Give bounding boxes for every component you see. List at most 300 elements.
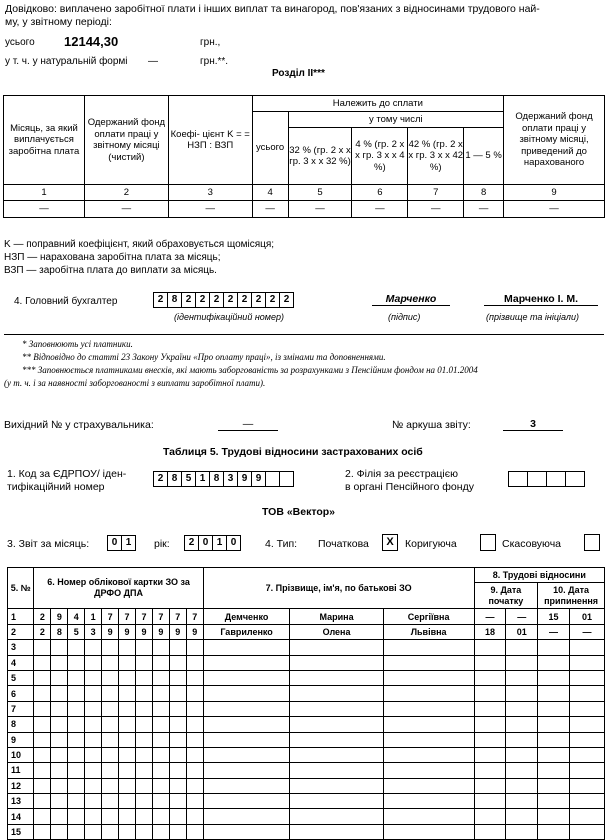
card-digit-cell: [51, 747, 68, 762]
card-digit-cell: [152, 717, 169, 732]
digit-cell: [565, 471, 585, 487]
code-label-line2: тифікаційний номер: [7, 481, 105, 493]
row-number: 9: [8, 732, 34, 747]
card-digit-cell: [135, 686, 152, 701]
card-digit-cell: [152, 794, 169, 809]
card-digit-cell: [186, 747, 203, 762]
footnote-2: ** Відповідно до статті 23 Закону України «Про оплату праці», із змінами та доповненнями.: [22, 352, 386, 362]
card-digit-cell: [119, 686, 136, 701]
table-row: [8, 655, 605, 670]
start-day-cell: [474, 670, 506, 685]
card-digit-cell: [152, 747, 169, 762]
start-day-cell: [474, 701, 506, 716]
card-digit-cell: 7: [135, 609, 152, 624]
legend-vzp: ВЗП — заробітна плата до виплати за місяць.: [4, 265, 217, 276]
surname-cell: [203, 640, 290, 655]
card-digit-cell: 4: [68, 609, 85, 624]
start-day-cell: [474, 655, 506, 670]
card-digit-cell: [102, 763, 119, 778]
digit-cell: 2: [153, 292, 168, 308]
surname-cell: Демченко: [203, 609, 290, 624]
surname-cell: Гавриленко: [203, 624, 290, 639]
surname-cell: [203, 747, 290, 762]
card-digit-cell: [135, 824, 152, 839]
row-number: 15: [8, 824, 34, 839]
card-digit-cell: [169, 778, 186, 793]
digit-cell: 2: [209, 292, 224, 308]
card-digit-cell: [169, 640, 186, 655]
card-digit-cell: [135, 701, 152, 716]
card-digit-cell: [51, 732, 68, 747]
card-digit-cell: 7: [152, 609, 169, 624]
header-total: усього: [252, 112, 288, 185]
digit-cell: 2: [184, 535, 199, 551]
col-number: 5: [288, 185, 352, 201]
natural-label: у т. ч. у натуральній формі: [5, 56, 128, 67]
card-digit-cell: [169, 763, 186, 778]
start-day-cell: [474, 763, 506, 778]
name-caption: (прізвище та ініціали): [486, 312, 579, 322]
table-row: [8, 824, 605, 839]
card-digit-cell: [85, 778, 102, 793]
row-number: 6: [8, 686, 34, 701]
card-digit-cell: [169, 732, 186, 747]
card-digit-cell: [152, 778, 169, 793]
type-label: 4. Тип:: [265, 538, 298, 550]
digit-cell: 2: [181, 292, 196, 308]
start-month-cell: [506, 794, 538, 809]
start-month-cell: [506, 732, 538, 747]
card-digit-cell: [186, 655, 203, 670]
col-number: 6: [352, 185, 408, 201]
card-digit-cell: [135, 655, 152, 670]
card-digit-cell: [186, 717, 203, 732]
first-name-cell: [290, 794, 383, 809]
total-label: усього: [5, 37, 35, 48]
row-number: 2: [8, 624, 34, 639]
card-digit-cell: [85, 686, 102, 701]
table-row: [8, 794, 605, 809]
card-digit-cell: [135, 717, 152, 732]
card-digit-cell: [51, 778, 68, 793]
legend: [4, 238, 274, 277]
row-number: 12: [8, 778, 34, 793]
card-digit-cell: [34, 686, 51, 701]
card-digit-cell: [102, 640, 119, 655]
digit-cell: 8: [167, 292, 182, 308]
card-digit-cell: [85, 747, 102, 762]
first-name-cell: [290, 778, 383, 793]
card-digit-cell: [135, 763, 152, 778]
card-digit-cell: [186, 701, 203, 716]
card-digit-cell: [169, 809, 186, 824]
card-digit-cell: [85, 809, 102, 824]
card-digit-cell: [68, 655, 85, 670]
data-cell: —: [288, 201, 352, 218]
header-4: 4 % (гр. 2 х х гр. 3 х х 4 %): [352, 128, 408, 185]
card-digit-cell: [34, 717, 51, 732]
data-cell: —: [464, 201, 504, 218]
digit-cell: 2: [195, 292, 210, 308]
table-row: [8, 624, 605, 639]
card-digit-cell: [169, 655, 186, 670]
start-month-cell: —: [506, 609, 538, 624]
card-digit-cell: [102, 670, 119, 685]
header-coef: Коефі- цієнт K = = НЗП : ВЗП: [168, 96, 252, 185]
table-row: [8, 763, 605, 778]
first-name-cell: [290, 732, 383, 747]
card-digit-cell: [186, 670, 203, 685]
card-digit-cell: [119, 763, 136, 778]
currency-label-2: грн.**.: [200, 56, 229, 67]
card-digit-cell: [119, 701, 136, 716]
card-digit-cell: [68, 640, 85, 655]
first-name-cell: [290, 763, 383, 778]
row-number: 5: [8, 670, 34, 685]
sign-caption: (підпис): [388, 312, 421, 322]
digit-cell: 0: [198, 535, 213, 551]
card-digit-cell: [51, 824, 68, 839]
start-day-cell: —: [474, 609, 506, 624]
digit-cell: [508, 471, 528, 487]
card-digit-cell: [119, 732, 136, 747]
first-name-cell: [290, 809, 383, 824]
patronymic-cell: [383, 670, 474, 685]
end-day-cell: [538, 717, 570, 732]
patronymic-cell: [383, 794, 474, 809]
card-digit-cell: [169, 794, 186, 809]
footnote-3: *** Заповнюється платниками внесків, які мають заборгованість за розрахунками з Пенсійним фондом на 01.01.2004: [22, 365, 478, 375]
start-day-cell: [474, 809, 506, 824]
header-incl: у тому числі: [288, 112, 503, 128]
card-digit-cell: [169, 670, 186, 685]
col-number: 7: [408, 185, 464, 201]
card-digit-cell: 9: [186, 624, 203, 639]
end-month-cell: [569, 686, 604, 701]
start-month-cell: [506, 640, 538, 655]
end-month-cell: [569, 778, 604, 793]
end-day-cell: [538, 778, 570, 793]
card-digit-cell: 9: [102, 624, 119, 639]
card-digit-cell: [102, 686, 119, 701]
start-day-cell: [474, 824, 506, 839]
patronymic-cell: [383, 763, 474, 778]
card-digit-cell: [51, 763, 68, 778]
end-month-cell: [569, 701, 604, 716]
end-month-cell: [569, 670, 604, 685]
card-digit-cell: [102, 701, 119, 716]
table-row: [8, 609, 605, 624]
branch-code: [508, 471, 585, 487]
card-digit-cell: [135, 640, 152, 655]
table5-title: Таблиця 5. Трудові відносини застрахованих осіб: [163, 446, 423, 458]
card-digit-cell: [152, 701, 169, 716]
header-card: 6. Номер облікової картки ЗО за ДРФО ДПА: [34, 568, 203, 609]
start-month-cell: [506, 670, 538, 685]
start-month-cell: [506, 701, 538, 716]
data-cell: —: [168, 201, 252, 218]
patronymic-cell: Львівна: [383, 624, 474, 639]
card-digit-cell: [51, 670, 68, 685]
card-digit-cell: [68, 686, 85, 701]
digit-cell: 2: [251, 292, 266, 308]
digit-cell: [527, 471, 547, 487]
card-digit-cell: [186, 686, 203, 701]
row-number: 13: [8, 794, 34, 809]
patronymic-cell: [383, 640, 474, 655]
card-digit-cell: [135, 670, 152, 685]
first-name-cell: [290, 655, 383, 670]
card-digit-cell: [135, 778, 152, 793]
header-due: Належить до сплати: [252, 96, 503, 112]
code-label: [7, 468, 126, 494]
type-cancel-checkbox[interactable]: [584, 534, 600, 551]
card-digit-cell: [169, 701, 186, 716]
card-digit-cell: [51, 655, 68, 670]
patronymic-cell: [383, 747, 474, 762]
header-month: Місяць, за який виплачується заробітна плата: [4, 96, 85, 185]
card-digit-cell: [186, 640, 203, 655]
card-digit-cell: [186, 778, 203, 793]
card-digit-cell: 2: [34, 609, 51, 624]
card-digit-cell: [34, 809, 51, 824]
end-month-cell: [569, 640, 604, 655]
card-digit-cell: [85, 824, 102, 839]
card-digit-cell: [152, 686, 169, 701]
table-row: [8, 747, 605, 762]
card-digit-cell: [68, 747, 85, 762]
header-1-5: 1 — 5 %: [464, 128, 504, 185]
card-digit-cell: [34, 670, 51, 685]
type-corrective-checkbox[interactable]: [480, 534, 496, 551]
outgoing-label: Вихідний № у страхувальника:: [4, 419, 154, 431]
digit-cell: 1: [195, 471, 210, 487]
card-digit-cell: 9: [119, 624, 136, 639]
card-digit-cell: [68, 778, 85, 793]
card-digit-cell: [135, 747, 152, 762]
row-number: 3: [8, 640, 34, 655]
card-digit-cell: [34, 763, 51, 778]
start-month-cell: [506, 809, 538, 824]
end-month-cell: —: [569, 624, 604, 639]
data-cell: —: [84, 201, 168, 218]
row-number: 11: [8, 763, 34, 778]
card-digit-cell: 7: [186, 609, 203, 624]
start-month-cell: [506, 655, 538, 670]
surname-cell: [203, 655, 290, 670]
card-digit-cell: [34, 794, 51, 809]
natural-value: —: [148, 56, 158, 67]
start-day-cell: [474, 717, 506, 732]
card-digit-cell: [85, 655, 102, 670]
table-row: [8, 640, 605, 655]
report-month-label: 3. Звіт за місяць:: [7, 538, 90, 550]
id-caption: (ідентифікаційний номер): [174, 312, 284, 322]
card-digit-cell: [135, 794, 152, 809]
card-digit-cell: [51, 717, 68, 732]
card-digit-cell: [186, 824, 203, 839]
card-digit-cell: [85, 670, 102, 685]
card-digit-cell: [34, 640, 51, 655]
card-digit-cell: [68, 732, 85, 747]
header-fund: Одержаний фонд оплати праці у звітному місяці (чистий): [84, 96, 168, 185]
end-day-cell: [538, 655, 570, 670]
card-digit-cell: [51, 640, 68, 655]
card-digit-cell: [51, 686, 68, 701]
end-month-cell: [569, 717, 604, 732]
card-digit-cell: [169, 824, 186, 839]
card-digit-cell: [119, 824, 136, 839]
end-day-cell: [538, 794, 570, 809]
signature: Марченко: [372, 293, 450, 306]
card-digit-cell: [102, 717, 119, 732]
card-digit-cell: 2: [34, 624, 51, 639]
surname-cell: [203, 809, 290, 824]
patronymic-cell: Сергіївна: [383, 609, 474, 624]
header-labor: 8. Трудові відносини: [474, 568, 604, 583]
card-digit-cell: [34, 701, 51, 716]
start-month-cell: [506, 763, 538, 778]
card-digit-cell: [102, 824, 119, 839]
card-digit-cell: [119, 670, 136, 685]
start-month-cell: [506, 686, 538, 701]
paid-note: [5, 3, 540, 29]
end-month-cell: [569, 655, 604, 670]
digit-cell: 2: [237, 292, 252, 308]
card-digit-cell: [102, 732, 119, 747]
header-end: 10. Дата припинення: [538, 583, 605, 609]
card-digit-cell: [102, 655, 119, 670]
card-digit-cell: [85, 794, 102, 809]
card-digit-cell: [68, 809, 85, 824]
col-number: 2: [84, 185, 168, 201]
table-row: [8, 809, 605, 824]
card-digit-cell: [186, 732, 203, 747]
patronymic-cell: [383, 701, 474, 716]
card-digit-cell: [135, 809, 152, 824]
card-digit-cell: 9: [169, 624, 186, 639]
card-digit-cell: [152, 655, 169, 670]
edrpou-code: [153, 471, 294, 487]
digit-cell: 9: [251, 471, 266, 487]
digit-cell: [265, 471, 280, 487]
card-digit-cell: [85, 640, 102, 655]
row-number: 14: [8, 809, 34, 824]
card-digit-cell: [85, 717, 102, 732]
card-digit-cell: [34, 824, 51, 839]
digit-cell: 8: [209, 471, 224, 487]
start-day-cell: [474, 794, 506, 809]
footnotes: [4, 334, 604, 394]
end-month-cell: 01: [569, 609, 604, 624]
end-month-cell: [569, 732, 604, 747]
type-initial-checkbox[interactable]: X: [382, 534, 398, 551]
report-year: [184, 535, 241, 551]
col-number: 8: [464, 185, 504, 201]
branch-label: [345, 468, 474, 494]
digit-cell: 3: [223, 471, 238, 487]
card-digit-cell: [85, 732, 102, 747]
end-day-cell: [538, 732, 570, 747]
first-name-cell: [290, 670, 383, 685]
card-digit-cell: [68, 717, 85, 732]
card-digit-cell: 1: [85, 609, 102, 624]
footnote-4: (у т. ч. і за наявності заборгованості з виплати заробітної плати).: [4, 378, 266, 388]
type-initial-label: Початкова: [318, 538, 369, 550]
currency-label: грн.,: [200, 37, 221, 48]
card-digit-cell: [152, 763, 169, 778]
code-label-line1: 1. Код за ЄДРПОУ/ іден-: [7, 468, 127, 480]
end-month-cell: [569, 763, 604, 778]
end-month-cell: [569, 794, 604, 809]
digit-cell: 1: [121, 535, 136, 551]
end-day-cell: [538, 747, 570, 762]
patronymic-cell: [383, 824, 474, 839]
start-day-cell: [474, 640, 506, 655]
end-day-cell: [538, 686, 570, 701]
surname-cell: [203, 732, 290, 747]
row-number: 7: [8, 701, 34, 716]
surname-cell: [203, 670, 290, 685]
card-digit-cell: 5: [68, 624, 85, 639]
card-digit-cell: [102, 794, 119, 809]
first-name-cell: [290, 640, 383, 655]
start-month-cell: [506, 747, 538, 762]
digit-cell: 0: [226, 535, 241, 551]
company-name: ТОВ «Вектор»: [262, 506, 336, 518]
paid-note-line1: Довідково: виплачено заробітної плати і інших виплат та винагород, пов'язаних з відносинами трудового най-: [5, 3, 540, 15]
start-day-cell: [474, 778, 506, 793]
row-number: 4: [8, 655, 34, 670]
section-table: [3, 95, 605, 218]
digit-cell: 9: [237, 471, 252, 487]
data-cell: —: [504, 201, 605, 218]
first-name-cell: [290, 717, 383, 732]
accountant-label: 4. Головний бухгалтер: [14, 296, 118, 307]
card-digit-cell: [186, 763, 203, 778]
card-digit-cell: [152, 732, 169, 747]
patronymic-cell: [383, 717, 474, 732]
card-digit-cell: [135, 732, 152, 747]
first-name-cell: [290, 747, 383, 762]
card-digit-cell: [152, 670, 169, 685]
surname-cell: [203, 763, 290, 778]
labor-relations-table: [7, 567, 605, 840]
col-number: 1: [4, 185, 85, 201]
type-corrective-label: Коригуюча: [405, 538, 457, 550]
row-number: 8: [8, 717, 34, 732]
first-name-cell: Олена: [290, 624, 383, 639]
outgoing-value: —: [218, 418, 278, 431]
digit-cell: 2: [153, 471, 168, 487]
end-day-cell: [538, 640, 570, 655]
start-month-cell: [506, 717, 538, 732]
card-digit-cell: [169, 686, 186, 701]
card-digit-cell: 9: [135, 624, 152, 639]
card-digit-cell: [152, 824, 169, 839]
section-title: Розділ II***: [272, 68, 325, 79]
table-row: [8, 717, 605, 732]
card-digit-cell: 7: [119, 609, 136, 624]
report-month: [107, 535, 136, 551]
surname-cell: [203, 686, 290, 701]
digit-cell: [546, 471, 566, 487]
card-digit-cell: [102, 809, 119, 824]
card-digit-cell: [85, 763, 102, 778]
digit-cell: 1: [212, 535, 227, 551]
patronymic-cell: [383, 778, 474, 793]
card-digit-cell: [51, 701, 68, 716]
